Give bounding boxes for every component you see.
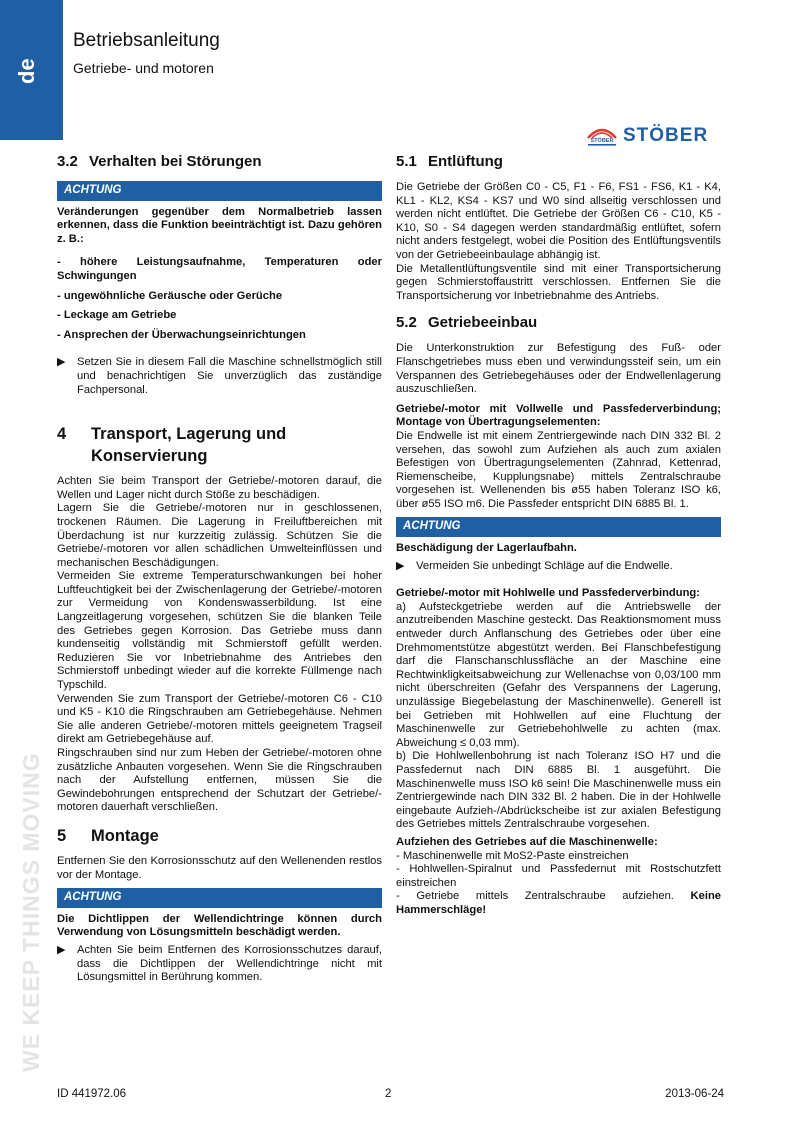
list-item: - Hohlwellen-Spiralnut und Passfedernut mit Rostschutzfett einstreichen (396, 863, 721, 889)
paragraph: Achten Sie beim Transport der Getriebe/-motoren darauf, die Wellen und Lager nicht durch Stöße zu beschädigen. (57, 475, 382, 501)
arrow-bullet-icon: ▶ (57, 943, 66, 956)
arrow-bullet-icon: ▶ (57, 356, 66, 369)
list-item: - Ansprechen der Überwachungseinrichtungen (57, 328, 306, 341)
slogan-watermark: WE KEEP THINGS MOVING (18, 752, 44, 1072)
warning-intro: Veränderungen gegenüber dem Normalbetrieb lassen erkennen, dass die Funktion beeinträchtigt ist. Dazu gehören z. B.: (57, 205, 382, 245)
heading-3-2: 3.2 Verhalten bei Störungen (57, 153, 262, 170)
paragraph: Die Getriebe der Größen C0 - C5, F1 - F6, FS1 - FS6, K1 - K4, KL1 - KL2, KS4 - KS7 und W0 sind allseitig verschlossen und werden nicht entlüftet. Die Getriebe der Größen C6 - C10, K5 - K10, S0 - S4 dagegen werden standardmäßig entlüftet, sofern nicht anders festgelegt, wobei die Position des Entlüftungsventils von der Getriebeeinbaulage abhängig ist. (396, 181, 721, 261)
list-item: - Maschinenwelle mit MoS2-Paste einstreichen (396, 849, 629, 862)
heading-5: 5 Montage (57, 826, 159, 845)
warning-banner: ACHTUNG (57, 181, 382, 201)
action-instruction: ▶ Setzen Sie in diesem Fall die Maschine schnellstmöglich still und benachrichtigen Sie unverzüglich das zuständige Fachpersonal. (57, 356, 382, 396)
right-column (396, 152, 721, 918)
paragraph: a) Aufsteckgetriebe werden auf die Antriebswelle der anzutreibenden Maschine gesteckt. Das Reaktionsmoment muss entweder durch Anflanschung des Getriebes oder über eine Drehmomentstütze abgestützt werden. Bei Flanschbefestigung darf die Flanschanschlussfläche an der Maschine eine Rechtwinkligkeitsabweichung zur Wellenachse von 0,03/100 mm nicht überschreiten (Gefahr des Verspannens der Lagerung, unzulässige Biegebelastung der Maschinenwelle). Generell ist bei Getrieben mit Hohlwellen auf eine Fluchtung der Maschinenwelle zur Getriebehohlwelle zu achten (max. Abweichung ≤ 0,03 mm). (396, 600, 721, 749)
paragraph: Ringschrauben sind nur zum Heben der Getriebe/-motoren ohne zusätzliche Anbauten vorgesehen. Wenn Sie die Ringschrauben nach der Aufstellung entfernen, müssen Sie die Gewindebohrungen entsprechend der Schutzart der Getriebe/-motoren dauerhaft verschließen. (57, 747, 382, 814)
logo-wordmark: STÖBER (623, 125, 709, 146)
logo-emblem-text: STÖBER (590, 138, 614, 144)
action-instruction: ▶ Achten Sie beim Entfernen des Korrosionsschutzes darauf, dass die Dichtlippen der Wellendichtringe nicht mit Lösungsmittel in Berührung kommen. (57, 943, 382, 984)
list-item: - Getriebe mittels Zentralschraube aufziehen. Keine Hammerschläge! (396, 890, 722, 916)
heading-4: 4 Transport, Lagerung und Konservierung (57, 425, 287, 466)
left-column (57, 152, 382, 985)
paragraph: Die Metallentlüftungsventile sind mit einer Transportsicherung gegen Schmierstoffaustritt verschlossen. Entfernen Sie die Transportsicherung vor Inbetriebnahme des Antriebs. (396, 262, 721, 302)
document-date: 2013-06-24 (665, 1088, 724, 1100)
list-item: - Leckage am Getriebe (57, 309, 177, 322)
paragraph: Lagern Sie die Getriebe/-motoren nur in geschlossenen, trockenen Räumen. Die Lagerung in Freiluftbereichen mit Überdachung ist nur kurzzeitig zulässig. Schützen Sie die Getriebe/-motoren vor allen schädlichen Umwelteinflüssen und mechanischen Beschädigungen. (57, 502, 382, 569)
warning-banner: ACHTUNG (396, 517, 721, 537)
subheading: Aufziehen des Getriebes auf die Maschinenwelle: (396, 835, 658, 848)
language-tab (0, 0, 63, 140)
subheading: Getriebe/-motor mit Hohlwelle und Passfederverbindung: (396, 587, 700, 600)
document-title: Betriebsanleitung (73, 30, 220, 51)
warning-text: Die Dichtlippen der Wellendichtringe können durch Verwendung von Lösungsmitteln beschädigt werden. (57, 912, 382, 939)
page-number: 2 (385, 1088, 392, 1100)
paragraph: Die Endwelle ist mit einem Zentriergewinde nach DIN 332 Bl. 2 versehen, das sowohl zum Aufziehen als auch zum axialen Befestigen von Übertragungselementen (Zahnrad, Kettenrad, Riemenscheibe, Kupplungsnabe) mittels Zentralschraube vorgesehen ist. Wellenenden bis ø55 haben Toleranz ISO k6, über ø55 ISO m6. Die Passfeder entspricht DIN 6885 Bl. 1. (396, 429, 721, 510)
paragraph: Entfernen Sie den Korrosionsschutz auf den Wellenenden restlos vor der Montage. (57, 854, 382, 881)
paragraph: Vermeiden Sie extreme Temperaturschwankungen bei hoher Luftfeuchtigkeit bei der Zwischenlagerung der Getriebe/-motoren zur Vermeidung von Kondenswasserbildung. Ist eine Langzeitlagerung vorgesehen, schützen Sie die blanken Teile des Getriebes gegen Korrosion. Das Getriebe muss dann kundenseitig vollständig mit Schmierstoff gefüllt werden. Reduzieren Sie vor Inbetriebnahme des Antriebes den Schmierstoff unbedingt wieder auf die korrekte Füllmenge nach Typschild. (57, 570, 382, 692)
logo-emblem-icon (585, 124, 619, 148)
paragraph: b) Die Hohlwellenbohrung ist nach Toleranz ISO H7 und die Passfedernut nach DIN 6885 Bl. 1 ausgeführt. Die Maschinenwelle muss ISO k6 sein! Die Maschinenwelle muss ein Zentriergewinde nach DIN 332 Bl. 2 haben. Die in der Hohlwelle eingebaute Aufzieh-/Abdrückscheibe ist zur axialen Befestigung des Getriebes mittels Zentralschraube vorgesehen. (396, 750, 721, 831)
heading-5-1: 5.1 Entlüftung (396, 153, 503, 170)
warning-text: Beschädigung der Lagerlaufbahn. (396, 542, 577, 555)
list-item: - ungewöhnliche Geräusche oder Gerüche (57, 289, 283, 302)
subheading: Getriebe/-motor mit Vollwelle und Passfederverbindung; Montage von Übertragungselementen: (396, 402, 721, 429)
document-subtitle: Getriebe- und motoren (73, 60, 214, 76)
document-id: ID 441972.06 (57, 1088, 127, 1100)
paragraph: Verwenden Sie zum Transport der Getriebe/-motoren C6 - C10 und K5 - K10 die Ringschrauben am Getriebegehäuse. Nehmen Sie alle anderen Getriebe/-motoren mittels geeignetem Tragseil direkt am Getriebegehäuse auf. (57, 692, 382, 746)
stoeber-logo (585, 124, 725, 148)
list-item: - höhere Leistungsaufnahme, Temperaturen oder Schwingungen (57, 256, 382, 282)
paragraph: Die Unterkonstruktion zur Befestigung des Fuß- oder Flanschgetriebes muss eben und verwindungssteif sein, um ein Verspannen des Getriebegehäuses oder der Endwellenlagerung auszuschließen. (396, 342, 721, 396)
arrow-bullet-icon: ▶ (396, 559, 405, 572)
heading-5-2: 5.2 Getriebeeinbau (396, 314, 538, 332)
action-instruction: ▶ Vermeiden Sie unbedingt Schläge auf die Endwelle. (396, 559, 673, 572)
language-code: de (14, 58, 39, 84)
warning-banner: ACHTUNG (57, 888, 382, 908)
